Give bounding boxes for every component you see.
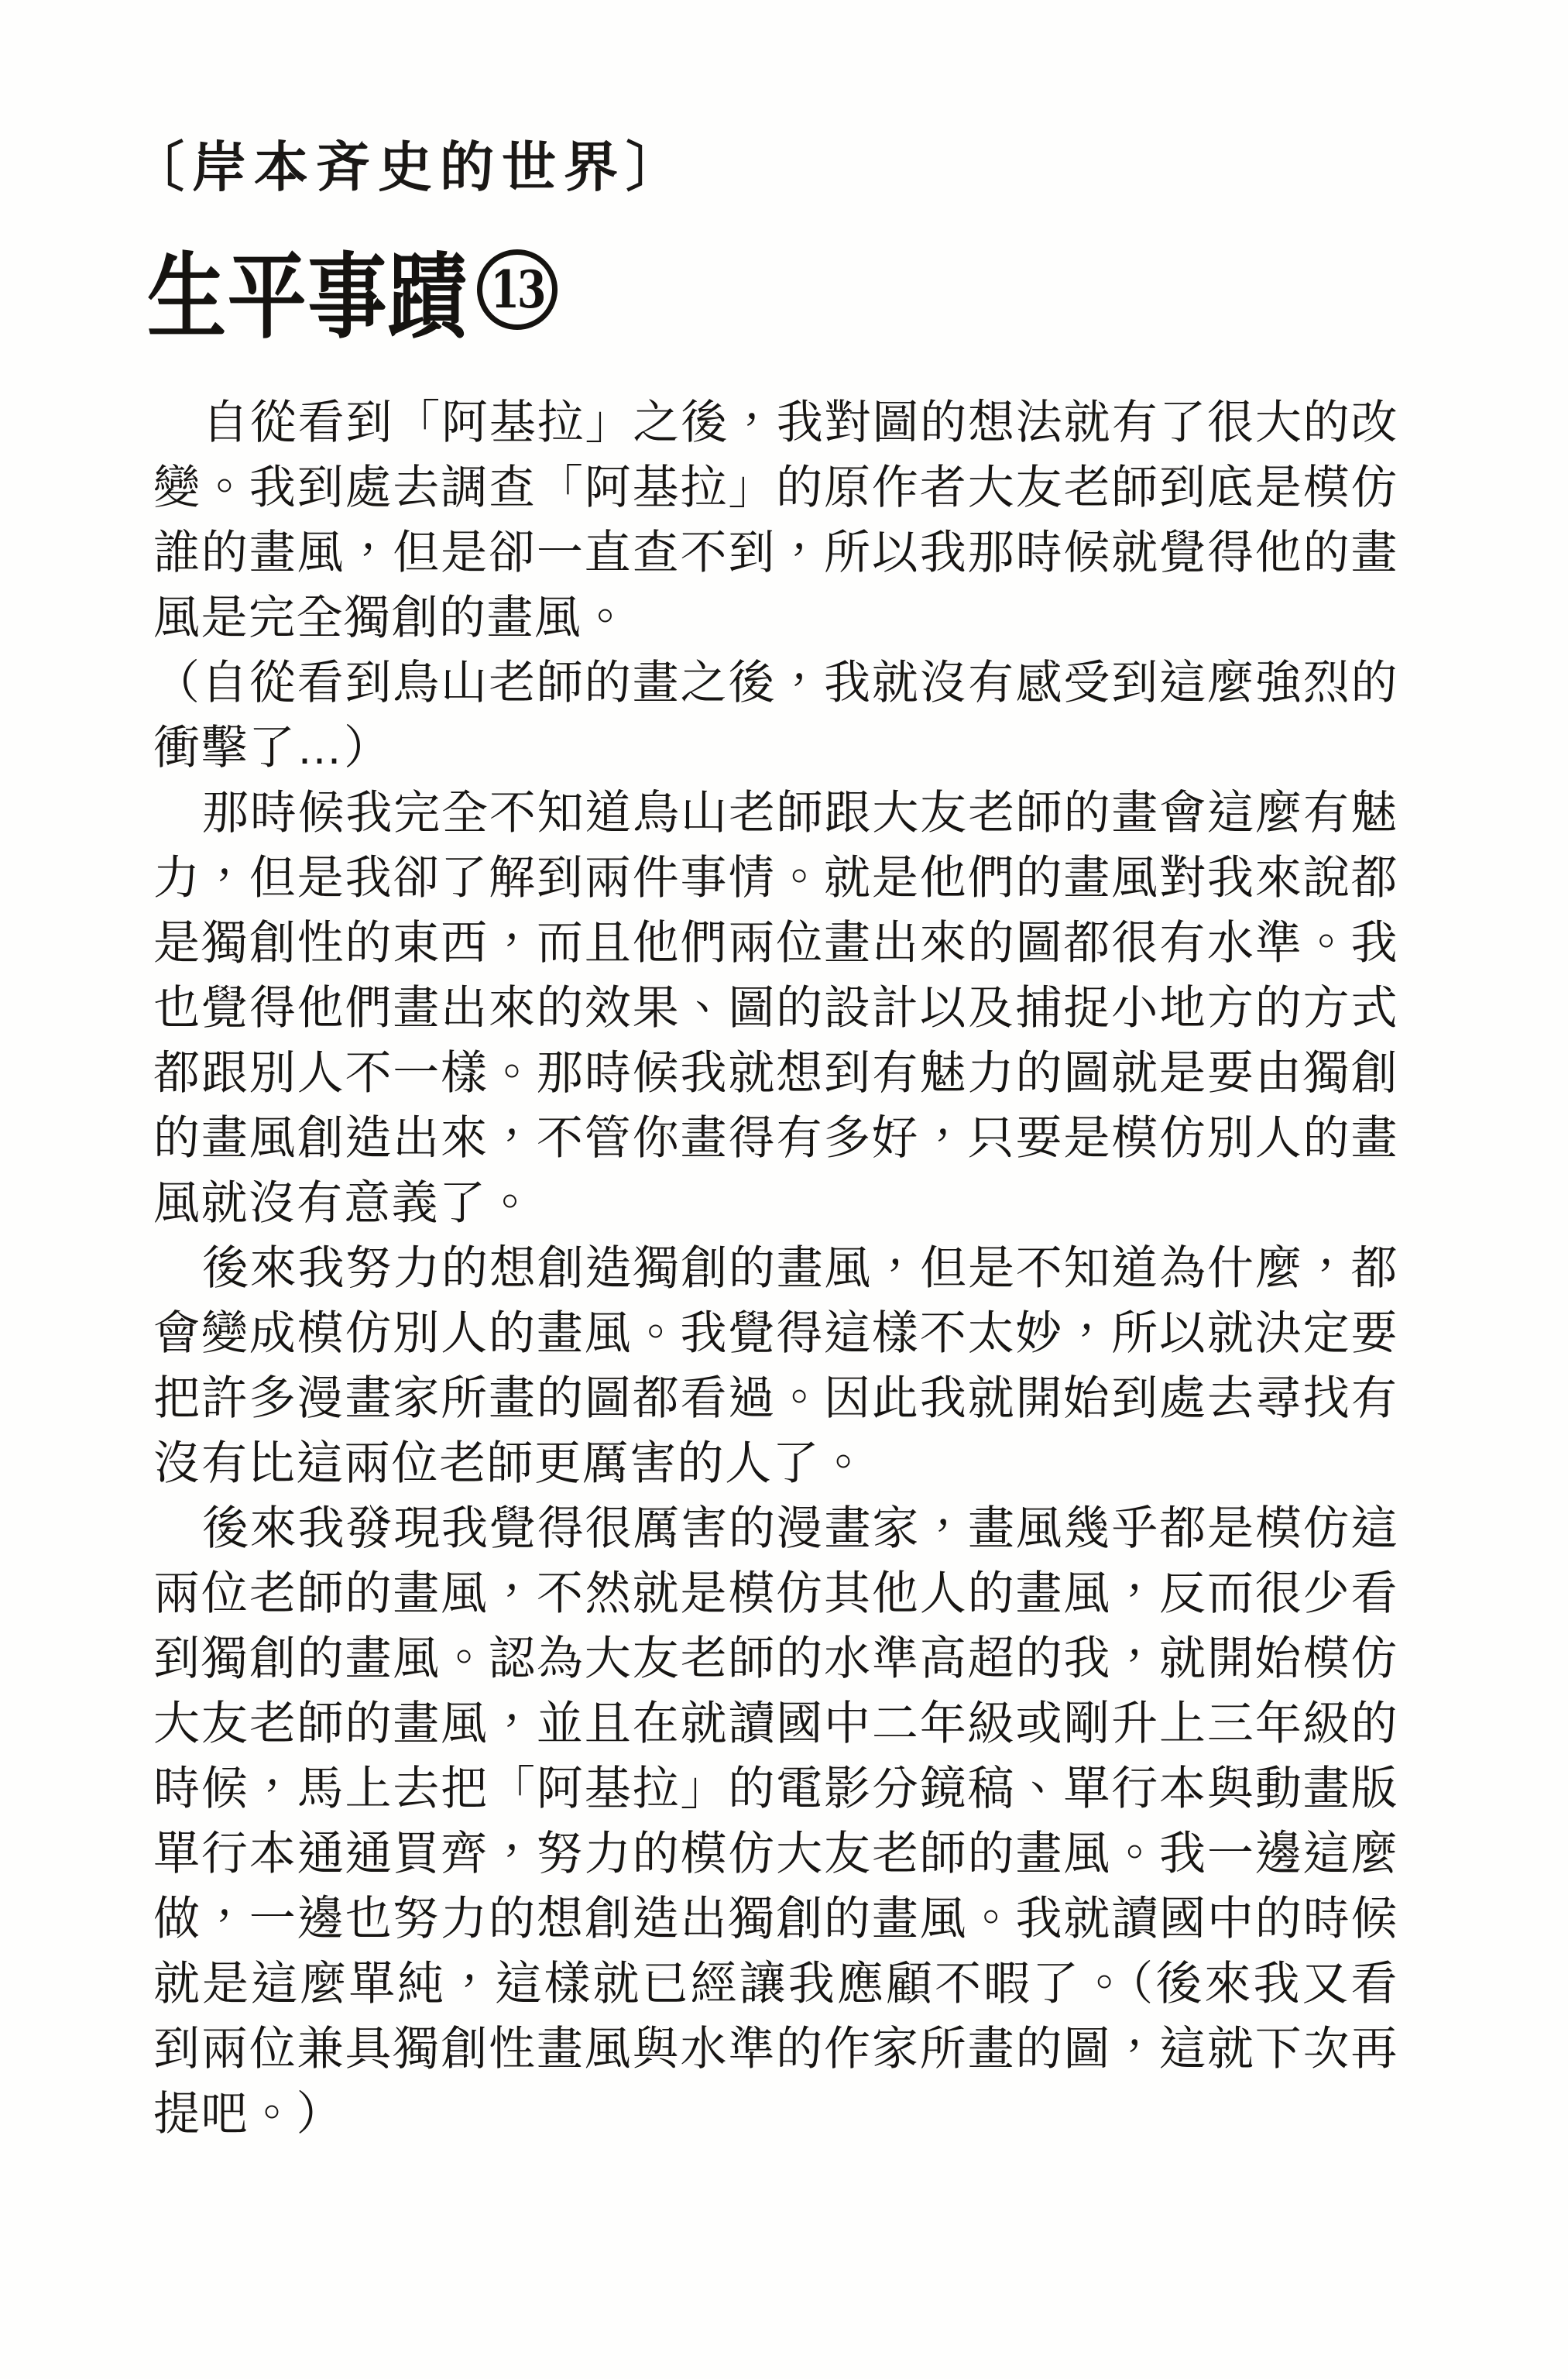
body-text bbox=[153, 390, 1398, 2147]
body-paragraph: 後來我發現我覺得很厲害的漫畫家，畫風幾乎都是模仿這兩位老師的畫風，不然就是模仿其他人的畫風，反而很少看到獨創的畫風。認為大友老師的水準高超的我，就開始模仿大友老師的畫風，並且在就讀國中二年級或剛升上三年級的時候，馬上去把「阿基拉」的電影分鏡稿、單行本與動畫版單行本通通買齊，努力的模仿大友老師的畫風。我一邊這麼做，一邊也努力的想創造出獨創的畫風。我就讀國中的時候就是這麼單純，這樣就已經讓我應顧不暇了。（後來我又看到兩位兼具獨創性畫風與水準的作家所畫的圖，這就下次再提吧。） bbox=[153, 1502, 1398, 2140]
circled-number-badge bbox=[477, 249, 558, 330]
page-title-text: 生平事蹟 bbox=[147, 242, 468, 352]
body-paragraph: 那時候我完全不知道鳥山老師跟大友老師的畫會這麼有魅力，但是我卻了解到兩件事情。就是他們的畫風對我來說都是獨創性的東西，而且他們兩位畫出來的圖都很有水準。我也覺得他們畫出來的效果、圖的設計以及捕捉小地方的方式都跟別人不一樣。那時候我就想到有魅力的圖就是要由獨創的畫風創造出來，不管你畫得有多好，只要是模仿別人的畫風就沒有意義了。 bbox=[153, 787, 1398, 1229]
page-title bbox=[147, 237, 558, 352]
body-paragraph: 後來我努力的想創造獨創的畫風，但是不知道為什麼，都會變成模仿別人的畫風。我覺得這樣不太妙，所以就決定要把許多漫畫家所畫的圖都看過。因此我就開始到處去尋找有沒有比這兩位老師更厲害的人了。 bbox=[153, 1242, 1398, 1489]
body-paragraph-parenthetical: （自從看到鳥山老師的畫之後，我就沒有感受到這麼強烈的衝擊了…） bbox=[153, 657, 1398, 774]
circled-number-value: 13 bbox=[490, 259, 544, 320]
body-paragraph: 自從看到「阿基拉」之後，我對圖的想法就有了很大的改變。我到處去調查「阿基拉」的原作者大友老師到底是模仿誰的畫風，但是卻一直查不到，所以我那時候就覺得他的畫風是完全獨創的畫風。 bbox=[153, 396, 1398, 644]
series-header: 〔岸本斉史的世界〕 bbox=[130, 135, 688, 199]
